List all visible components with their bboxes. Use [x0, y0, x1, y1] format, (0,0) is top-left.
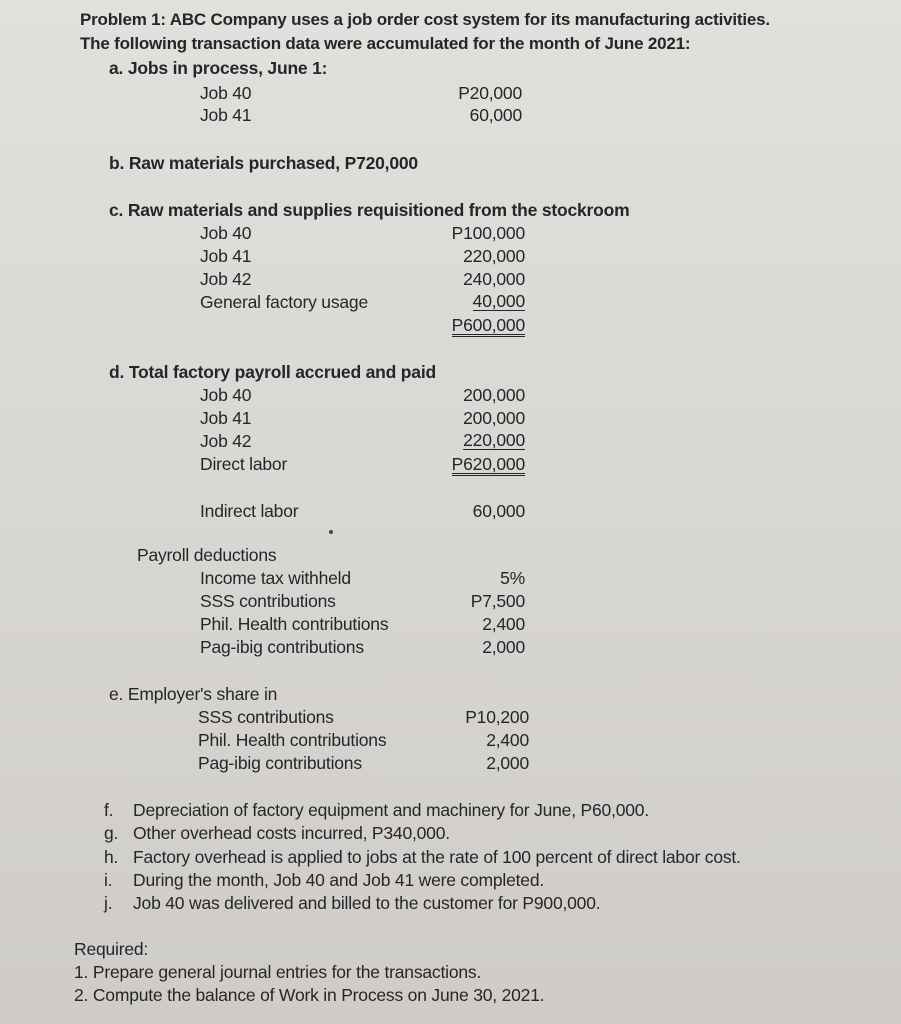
- employer-share-label: Phil. Health contributions: [198, 730, 387, 750]
- employer-share-amount: 2,000: [486, 753, 529, 773]
- item-marker: f.: [104, 800, 114, 820]
- deduction-label: Phil. Health contributions: [200, 614, 389, 634]
- stray-dot: [329, 530, 333, 534]
- item-marker: i.: [104, 870, 113, 890]
- indirect-labor-amount: 60,000: [472, 501, 525, 521]
- section-d-row-amount: 200,000: [463, 385, 525, 405]
- problem-title-line-2: The following transaction data were accumulated for the month of June 2021:: [80, 34, 691, 53]
- section-b-text: b. Raw materials purchased, P720,000: [109, 153, 418, 173]
- section-c-row-label: Job 40: [200, 223, 252, 243]
- section-c-row-amount: 240,000: [463, 269, 525, 289]
- section-d-heading: d. Total factory payroll accrued and paid: [109, 362, 436, 382]
- required-line: 2. Compute the balance of Work in Process on June 30, 2021.: [74, 985, 545, 1005]
- section-d-row-label: Job 41: [200, 408, 252, 428]
- employer-share-amount: P10,200: [465, 707, 529, 727]
- section-c-row-label: General factory usage: [200, 292, 368, 312]
- section-d-row-label: Job 42: [200, 431, 252, 451]
- required-heading: Required:: [74, 939, 149, 959]
- item-text: Job 40 was delivered and billed to the customer for P900,000.: [133, 893, 601, 913]
- deduction-amount: 5%: [500, 568, 525, 588]
- section-c-row-amount: 40,000: [472, 291, 525, 311]
- section-d-row-amount: 220,000: [463, 430, 525, 450]
- employer-share-amount: 2,400: [486, 730, 529, 750]
- section-a-row-amount: P20,000: [458, 83, 522, 103]
- deduction-label: SSS contributions: [200, 591, 336, 611]
- section-a-row-label: Job 41: [200, 105, 252, 125]
- section-c-total: P600,000: [451, 315, 525, 335]
- payroll-deductions-heading: Payroll deductions: [137, 545, 277, 565]
- section-d-direct-labor-total: P620,000: [451, 454, 525, 474]
- problem-title-line-1: Problem 1: ABC Company uses a job order cost system for its manufacturing activities.: [80, 10, 770, 29]
- deduction-amount: P7,500: [470, 591, 525, 611]
- employer-share-label: Pag-ibig contributions: [198, 753, 362, 773]
- deduction-label: Income tax withheld: [200, 568, 351, 588]
- section-c-row-amount: 220,000: [463, 246, 525, 266]
- section-c-row-label: Job 42: [200, 269, 252, 289]
- section-c-heading: c. Raw materials and supplies requisitioned from the stockroom: [109, 200, 630, 220]
- deduction-amount: 2,400: [482, 614, 525, 634]
- deduction-amount: 2,000: [482, 637, 525, 657]
- section-d-row-amount: 200,000: [463, 408, 525, 428]
- employer-share-label: SSS contributions: [198, 707, 334, 727]
- item-text: During the month, Job 40 and Job 41 were completed.: [133, 870, 545, 890]
- section-e-heading: e. Employer's share in: [109, 684, 278, 704]
- required-line: 1. Prepare general journal entries for the transactions.: [74, 962, 482, 982]
- section-c-row-label: Job 41: [200, 246, 252, 266]
- deduction-label: Pag-ibig contributions: [200, 637, 364, 657]
- item-text: Factory overhead is applied to jobs at the rate of 100 percent of direct labor cost.: [133, 847, 741, 867]
- section-a-row-label: Job 40: [200, 83, 252, 103]
- item-text: Other overhead costs incurred, P340,000.: [133, 823, 450, 843]
- item-text: Depreciation of factory equipment and machinery for June, P60,000.: [133, 800, 649, 820]
- item-marker: j.: [104, 893, 113, 913]
- section-c-row-amount: P100,000: [451, 223, 525, 243]
- section-a-heading: a. Jobs in process, June 1:: [109, 58, 328, 78]
- item-marker: h.: [104, 847, 119, 867]
- section-a-row-amount: 60,000: [469, 105, 522, 125]
- indirect-labor-label: Indirect labor: [200, 501, 299, 521]
- item-marker: g.: [104, 823, 119, 843]
- section-d-row-label: Job 40: [200, 385, 252, 405]
- section-d-row-label: Direct labor: [200, 454, 288, 474]
